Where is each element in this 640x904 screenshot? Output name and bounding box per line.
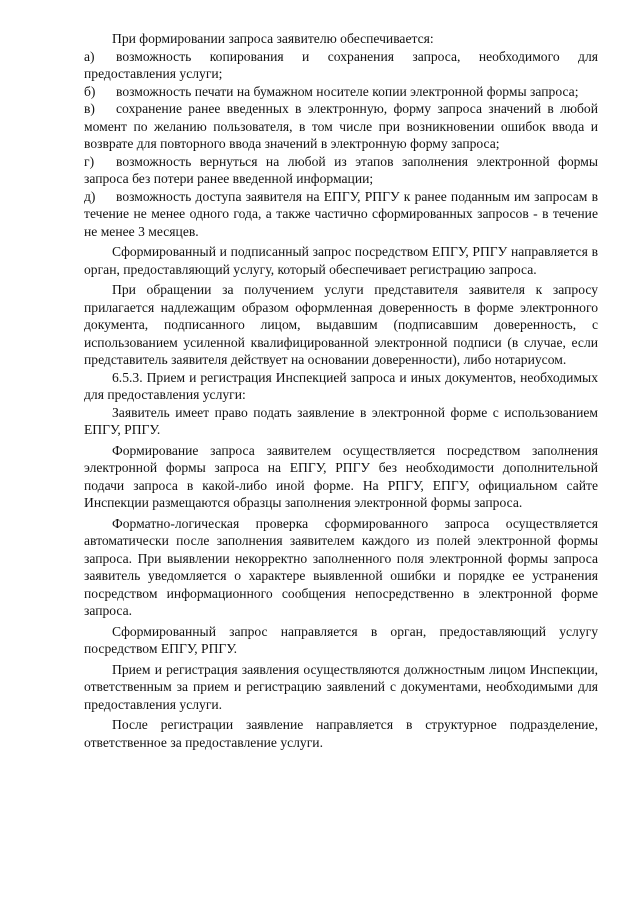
paragraph-submission: Сформированный и подписанный запрос посредством ЕПГУ, РПГУ направляется в орган, предоставляющий услугу, который обеспечивает регистрацию запроса. xyxy=(84,244,598,277)
list-marker: б) xyxy=(84,83,96,99)
intro-paragraph: При формировании запроса заявителю обеспечивается: xyxy=(112,31,434,46)
list-item-b xyxy=(84,83,598,101)
paragraph-right-to-apply: Заявитель имеет право подать заявление в электронной форме с использованием ЕПГУ, РПГУ. xyxy=(84,404,598,437)
paragraph-after-registration: После регистрации заявление направляется в структурное подразделение, ответственное за предоставление услуги. xyxy=(84,717,598,750)
paragraph-registration: Прием и регистрация заявления осуществляются должностным лицом Инспекции, ответственным за прием и регистрацию заявлений с документами, необходимыми для предоставления услуги. xyxy=(84,661,598,712)
list-item-v xyxy=(84,100,598,153)
list-marker: в) xyxy=(84,101,95,116)
list-marker: г) xyxy=(84,153,95,169)
list-item-g xyxy=(84,153,598,188)
list-item-d xyxy=(84,188,598,241)
list-item-a xyxy=(84,48,598,83)
paragraph-form-filling: Формирование запроса заявителем осуществляется посредством заполнения электронной формы запроса на ЕПГУ, РПГУ без необходимости дополнительной подачи запроса в какой-либо иной форме. На РПГУ, ЕПГУ, официальном сайте Инспекции размещаются образцы заполнения электронной формы запроса. xyxy=(84,442,598,510)
list-item-text: возможность копирования и сохранения запроса, необходимого для предоставления услуги; xyxy=(84,48,598,81)
list-item-text: возможность вернуться на любой из этапов заполнения электронной формы запроса без потери ранее введенной информации; xyxy=(84,153,598,186)
paragraph-sent: Сформированный запрос направляется в орган, предоставляющий услугу посредством ЕПГУ, РПГУ. xyxy=(84,623,598,656)
paragraph-section-653: 6.5.3. Прием и регистрация Инспекцией запроса и иных документов, необходимых для предоставления услуги: xyxy=(84,369,598,402)
list-item-text: возможность доступа заявителя на ЕПГУ, РПГУ к ранее поданным им запросам в течение не менее одного года, а также частично сформированных запросов - в течение не менее 3 месяцев. xyxy=(84,188,598,239)
list-item-text: сохранение ранее введенных в электронную, форму запроса значений в любой момент по желанию пользователя, в том числе при возникновении ошибок ввода и возврате для повторного ввода значений в электронную форму запроса; xyxy=(84,101,598,151)
paragraph-representative: При обращении за получением услуги представителя заявителя к запросу прилагается надлежащим образом оформленная доверенность в форме электронного документа, подписанного лицом, выдавшим (подписавшим доверенность, с использованием усиленной квалифицированной электронной подписи (в случае, если представитель заявителя действует на основании доверенности), либо нотариусом. xyxy=(84,282,598,367)
list-item-text: возможность печати на бумажном носителе копии электронной формы запроса; xyxy=(116,83,579,99)
paragraph-validation: Форматно-логическая проверка сформированного запроса осуществляется автоматически после заполнения заявителем каждого из полей электронной формы запроса. При выявлении некорректно заполненного поля электронной формы запроса заявитель уведомляется о характере выявленной ошибки и порядке ее устранения посредством информационного сообщения непосредственно в электронной форме запроса. xyxy=(84,515,598,618)
list-marker: а) xyxy=(84,48,95,64)
list-marker: д) xyxy=(84,188,96,204)
